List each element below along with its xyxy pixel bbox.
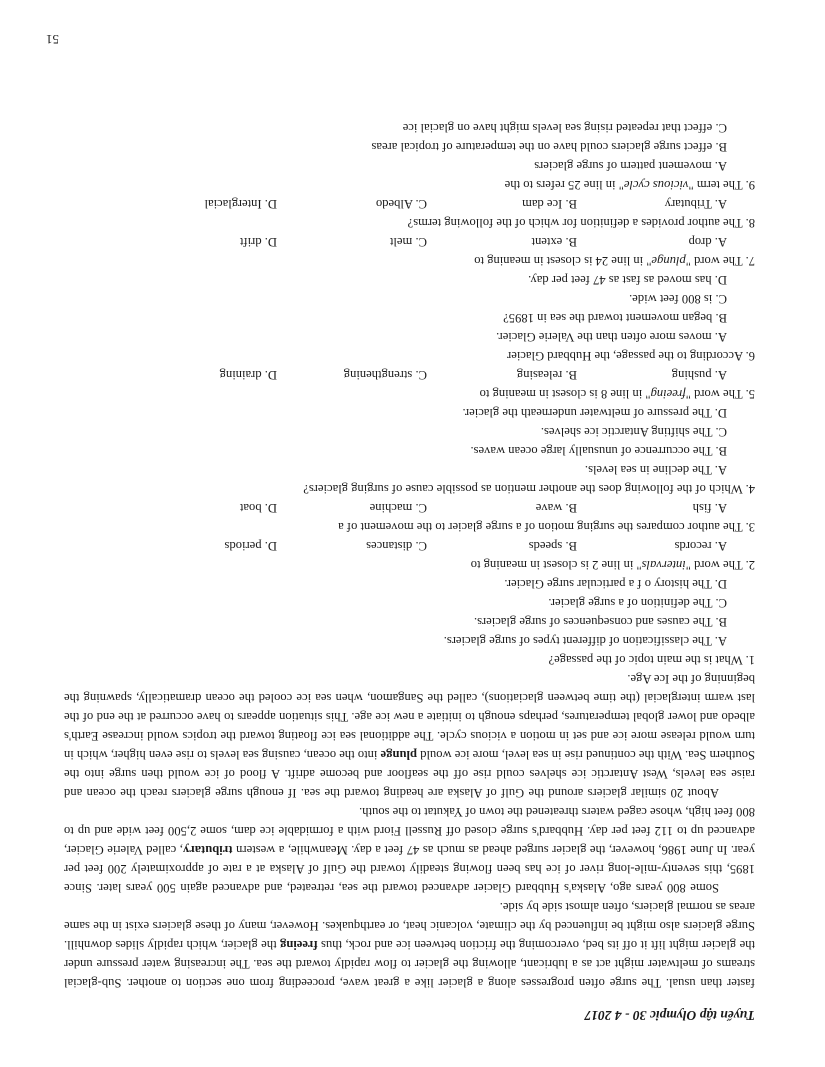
question-7-option-c: C. melt [389, 235, 427, 249]
question-7-option-d: D. drift [239, 235, 277, 249]
question-9-stem [64, 175, 755, 194]
question-1-option-c: C. The definition of a surge glacier. [548, 596, 727, 610]
question-1-option-d: D. The history o f a particular surge Glacier. [504, 577, 727, 591]
q5-stem-a: 5. The word " [685, 387, 755, 401]
q9-stem-b: " in line 25 refers to the [504, 178, 624, 192]
q5-stem-word: freeing [650, 387, 686, 401]
question-2-option-a: A. records [674, 539, 727, 553]
question-9-option-a: A. movement pattern of surge glaciers [534, 159, 727, 173]
passage-paragraph-2 [64, 802, 755, 897]
question-3-option-b: B. wave [535, 501, 577, 515]
question-4-stem: 4. Which of the following does the another mention as possible cause of surging glaciers? [303, 482, 755, 496]
question-1-option-b: B. The causes and consequences of surge glaciers. [473, 615, 727, 629]
passage-paragraph-1 [64, 897, 755, 992]
passage-paragraph-3 [64, 669, 755, 802]
question-5-stem [64, 384, 755, 403]
question-3-option-c: C. machine [369, 501, 427, 515]
question-6-stem: 6. According to the passage, the Hubbard Glacier [507, 349, 755, 363]
question-7-options [64, 232, 755, 251]
question-3-options [64, 498, 755, 517]
question-7-option-a: A. drop [688, 235, 727, 249]
p3-text-a: About 20 similar glaciers around the Gulf of Alaska are heading toward the sea. If enough surge glaciers reach the ocean and raise sea levels, West Antarctic ice shelves could rise off the seafloor and become adrift. A flood of ice would then surge into the Southern Sea. With the continued rise in sea level, more ice would [64, 748, 755, 800]
q7-stem-word: plunge [651, 254, 686, 268]
question-2-option-c: C. distances [366, 539, 427, 553]
question-6-option-d: D. has moved as fast as 47 feet per day. [528, 273, 727, 287]
question-8-option-c: C. Albedo [375, 197, 427, 211]
question-2-option-d: D. periods [224, 539, 277, 553]
question-2-stem [64, 555, 755, 574]
q5-stem-b: " in line 8 is closest in meaning to [479, 387, 651, 401]
question-8-stem: 8. The author provides a definition for which of the following terms? [407, 216, 755, 230]
question-6-option-a: A. moves more often than the Valerie Glacier. [496, 330, 727, 344]
q2-stem-a: 2. The word " [685, 558, 755, 572]
q7-stem-b: " in line 24 is closest in meaning to [474, 254, 652, 268]
question-6-option-c: C. is 800 feet wide. [629, 292, 727, 306]
p3-text-b: into the ocean, causing sea levels to rise even higher, which in turn would release more ice and set in motion a vicious cycle. The additional sea ice floating toward the tropics would increase Earth's albedo and lower global temperatures, perhaps enough to initiate a new ice age. This situation appears to have occurred at the end of the last warm interglacial (the time between glaciations), called the Sangamon, when sea ice cooled the ocean dramatically, spawning the beginning of the Ice Age. [64, 672, 755, 762]
question-2-option-b: B. speeds [528, 539, 577, 553]
question-5-option-d: D. draining [219, 368, 277, 382]
p2-bold-word: tributary [182, 843, 233, 857]
q7-stem-a: 7. The word " [685, 254, 755, 268]
q2-stem-word: intervals [641, 558, 686, 572]
question-4-option-b: B. The occurrence of unusually large ocean waves. [470, 444, 727, 458]
question-5-option-b: B. releasing [516, 368, 577, 382]
question-9-option-b: B. effect surge glaciers could have on the temperature of tropical areas [371, 140, 727, 154]
question-5-option-a: A. pushing [671, 368, 727, 382]
question-8-options [64, 194, 755, 213]
question-1-stem: 1. What is the main topic of the passage? [548, 653, 755, 667]
p2-text-a: Some 800 years ago, Alaska's Hubbard Glacier advanced toward the sea, retreated, and advanced again 500 years later. Since 1895, this seventy-mile-long river of ice has been flowing steadily toward the Gulf of Alaska at a rate of approximately 200 feet per year. In June 1986, however, the glacier surged ahead as much as 47 feet a day. Meanwhile, a western [64, 843, 755, 895]
question-7-option-b: B. extent [531, 235, 577, 249]
q2-stem-b: " in line 2 is closest in meaning to [470, 558, 642, 572]
question-4-option-d: D. The pressure of meltwater underneath the glacier. [462, 406, 727, 420]
page-number: 51 [46, 32, 59, 47]
question-4-option-c: C. The shifting Antarctic ice shelves. [540, 425, 727, 439]
question-5-options [64, 365, 755, 384]
question-2-options [64, 536, 755, 555]
question-9-option-c: C. effect that repeated rising sea levels might have on glacial ice [402, 121, 727, 135]
p3-bold-word: plunge [380, 748, 417, 762]
question-4-option-a: A. The decline in sea levels. [584, 463, 727, 477]
p2-text-b: , called Valerie Glacier, advanced up to 112 feet per day. Hubbard's surge closed off Russell Fiord with a formidable ice dam, some 2,500 feet wide and up to 800 feet high, whose caged waters threatened the town of Yakutat to the south. [64, 805, 755, 857]
question-5-option-c: C. strengthening [343, 368, 427, 382]
question-8-option-d: D. Interglacial [204, 197, 277, 211]
question-8-option-a: A. Tributary [664, 197, 727, 211]
p1-text-b: the glacier, which rapidly slides downhill. Surge glaciers also might be influenced by the climate, volcanic heat, or earthquakes. However, many of these glaciers exist in the same areas as normal glaciers, often almost side by side. [64, 900, 755, 952]
q9-stem-a: 9. The term " [688, 178, 755, 192]
question-3-option-a: A. fish [692, 501, 727, 515]
header-title: Tuyển tập Olympic 30 - 4 2017 [584, 1008, 755, 1023]
q9-stem-word: vicious cycle [623, 178, 689, 192]
p1-bold-word: freeing [280, 938, 318, 952]
question-6-option-b: B. began movement toward the sea in 1895? [503, 311, 727, 325]
p1-text-a: faster than usual. The surge often progresses along a glacier like a great wave, proceeding from one section to another. Sub-glacial streams of meltwater might act as a lubricant, allowing the glacier to flow rapidly toward the sea. The increasing water pressure under the glacier might lift it off its bed, overcoming the friction between ice and rock, thus [64, 938, 755, 990]
question-3-stem: 3. The author compares the surging motion of a surge glacier to the movement of a [338, 520, 755, 534]
question-7-stem [64, 251, 755, 270]
question-8-option-b: B. Ice dam [522, 197, 577, 211]
question-3-option-d: D. boat [239, 501, 277, 515]
question-1-option-a: A. The classification of different types of surge glaciers. [443, 634, 727, 648]
